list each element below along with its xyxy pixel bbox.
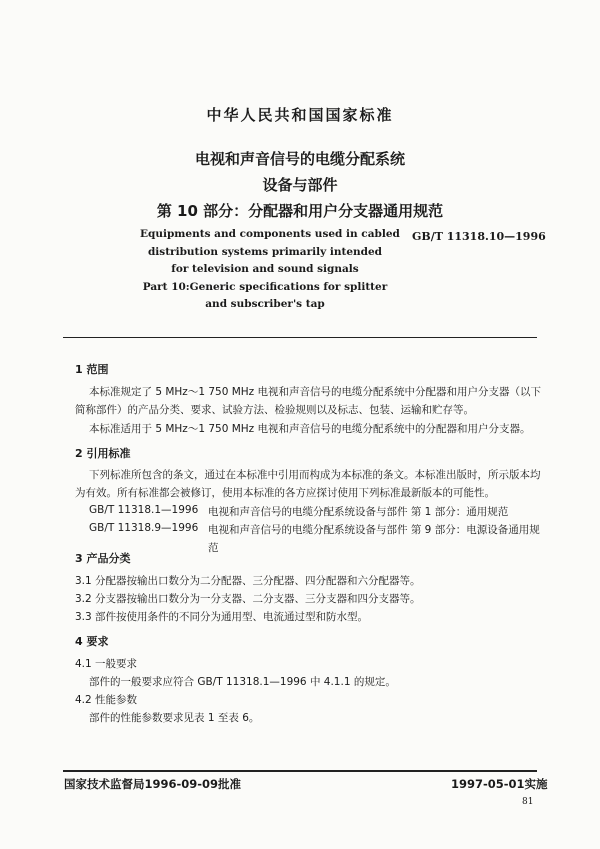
paragraph-line: 简称部件）的产品分类、要求、试验方法、检验规则以及标志、包装、运输和贮存等。 (75, 404, 474, 416)
title-line-3: 第 10 部分：分配器和用户分支器通用规范 (156, 202, 444, 220)
title-line-2: 设备与部件 (262, 176, 338, 194)
implementation-date: 1997-05-01实施 (451, 777, 548, 791)
paragraph-line: 部件的一般要求应符合 GB/T 11318.1—1996 中 4.1.1 的规定。 (89, 676, 396, 688)
title-line-1: 电视和声音信号的电缆分配系统 (194, 150, 405, 168)
footer-divider (63, 770, 537, 772)
reference-title: 电视和声音信号的电缆分配系统设备与部件 第 9 部分：电源设备通用规 (208, 524, 540, 536)
paragraph-line: 本标准规定了 5 MHz～1 750 MHz 电视和声音信号的电缆分配系统中分配器和用户分支器（以下 (89, 386, 542, 398)
national-standard-heading: 中华人民共和国国家标准 (206, 106, 394, 124)
clause-4-2: 4.2 性能参数 (75, 694, 138, 706)
section-heading-requirements: 4 要求 (75, 635, 109, 648)
reference-title: 电视和声音信号的电缆分配系统设备与部件 第 1 部分：通用规范 (208, 506, 509, 518)
paragraph-line: 下列标准所包含的条文，通过在本标准中引用而构成为本标准的条文。本标准出版时，所示版本均 (89, 469, 541, 481)
approval-date: 国家技术监督局1996-09-09批准 (64, 777, 242, 791)
english-title (140, 226, 400, 314)
clause-3-2: 3.2 分支器按输出口数分为一分支器、二分支器、三分支器和四分支器等。 (75, 593, 421, 605)
english-title-line: and subscriber's tap (205, 298, 325, 310)
clause-3-3: 3.3 部件按使用条件的不同分为通用型、电流通过型和防水型。 (75, 611, 369, 623)
clause-4-1: 4.1 一般要求 (75, 658, 138, 670)
english-title-line: Equipments and components used in cabled (140, 228, 400, 240)
section-heading-classification: 3 产品分类 (75, 552, 131, 565)
clause-3-1: 3.1 分配器按输出口数分为二分配器、三分配器、四分配器和六分配器等。 (75, 575, 421, 587)
paragraph-line: 为有效。所有标准都会被修订，使用本标准的各方应探讨使用下列标准最新版本的可能性。 (75, 487, 495, 499)
header-divider (63, 337, 537, 338)
paragraph-line: 本标准适用于 5 MHz～1 750 MHz 电视和声音信号的电缆分配系统中的分配器和用户分支器。 (89, 423, 531, 435)
section-heading-scope: 1 范围 (75, 363, 109, 376)
english-title-line: Part 10:Generic specifications for splitter (142, 280, 388, 293)
reference-number: GB/T 11318.1—1996 (89, 504, 199, 516)
english-title-line: for television and sound signals (171, 263, 359, 275)
section-heading-references: 2 引用标准 (75, 447, 131, 460)
reference-title: 范 (208, 542, 219, 554)
paragraph-line: 部件的性能参数要求见表 1 至表 6。 (89, 712, 260, 724)
standard-number: GB/T 11318.10—1996 (412, 230, 546, 243)
reference-number: GB/T 11318.9—1996 (89, 522, 199, 534)
page-number: 81 (522, 797, 534, 807)
english-title-line: distribution systems primarily intended (147, 245, 383, 258)
